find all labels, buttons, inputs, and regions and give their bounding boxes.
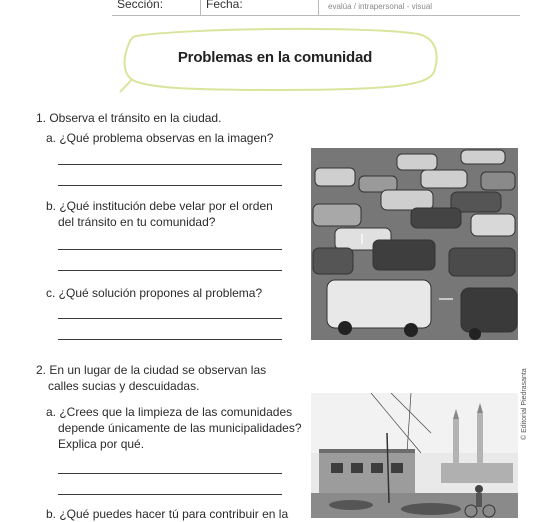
answer-line[interactable]: [58, 249, 282, 250]
answer-line[interactable]: [58, 318, 282, 319]
question-1b-cont: del tránsito en tu comunidad?: [58, 215, 216, 229]
street-photo: [311, 393, 518, 518]
skills-label: evalúa / intrapersonal - visual: [328, 2, 433, 11]
answer-line[interactable]: [58, 270, 282, 271]
answer-line[interactable]: [58, 164, 282, 165]
question-1a: a. ¿Qué problema observas en la imagen?: [46, 131, 274, 145]
question-2a-cont: depende únicamente de las municipalidades?: [58, 421, 302, 435]
seccion-label: Sección:: [117, 0, 164, 11]
answer-line[interactable]: [58, 339, 282, 340]
traffic-photo: [311, 148, 518, 340]
question-1b: b. ¿Qué institución debe velar por el orden: [46, 199, 273, 213]
header-divider: [200, 0, 201, 15]
copyright-credit: © Editorial Piedrasanta: [521, 368, 528, 440]
question-1c: c. ¿Qué solución propones al problema?: [46, 286, 263, 300]
page-title: Problemas en la comunidad: [177, 49, 373, 66]
question-2b: b. ¿Qué puedes hacer tú para contribuir en la: [46, 507, 289, 521]
question-2a-cont: Explica por qué.: [58, 437, 145, 451]
answer-line[interactable]: [58, 473, 282, 474]
question-1: 1. Observa el tránsito en la ciudad.: [36, 111, 222, 125]
question-2a: a. ¿Crees que la limpieza de las comunidades: [46, 405, 293, 419]
answer-line[interactable]: [58, 185, 282, 186]
answer-line[interactable]: [58, 494, 282, 495]
question-2-cont: calles sucias y descuidadas.: [48, 379, 200, 393]
question-2: 2. En un lugar de la ciudad se observan las: [36, 363, 267, 377]
fecha-label: Fecha:: [206, 0, 243, 11]
header-divider: [318, 0, 319, 15]
worksheet-header: [0, 0, 550, 16]
header-rule: [112, 15, 520, 16]
